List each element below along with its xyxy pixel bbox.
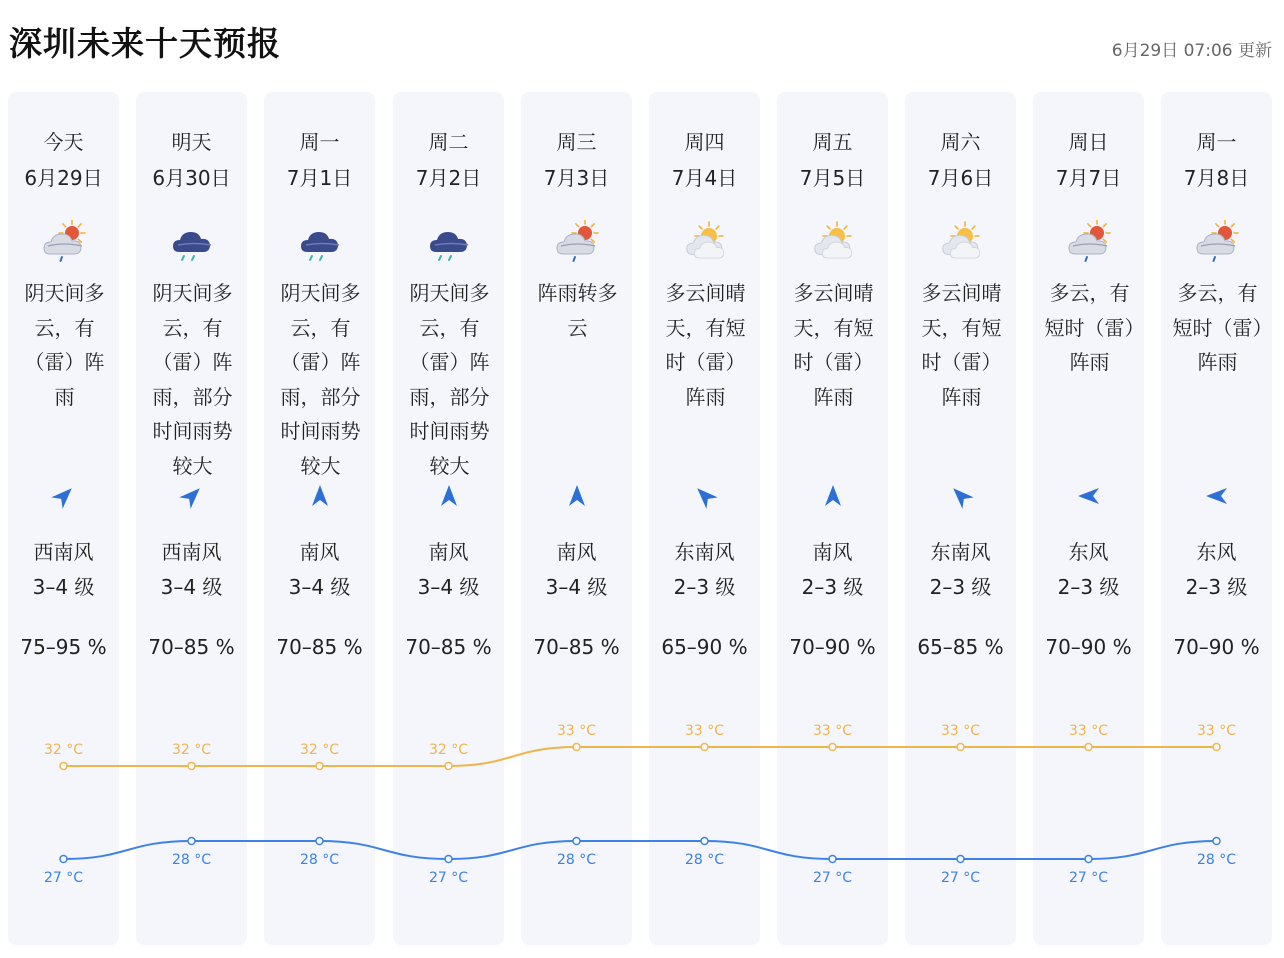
date-label: 7月6日 — [927, 166, 994, 190]
low-temp-point — [60, 856, 67, 863]
low-temp-label: 28 °C — [171, 852, 212, 868]
wind-level: 2–3 级 — [1057, 575, 1120, 599]
page-title: 深圳未来十天预报 — [9, 24, 281, 63]
wind-direction: 南风 — [556, 540, 597, 564]
high-temp-point — [701, 744, 708, 751]
weather-description: 多云，有短时（雷）阵雨 — [1044, 281, 1135, 374]
high-temp-point — [188, 763, 195, 770]
low-temp-label: 28 °C — [684, 852, 725, 868]
low-temp-point — [1213, 838, 1220, 845]
weather-description: 多云间晴天，有短时（雷）阵雨 — [665, 281, 746, 409]
high-temp-point — [1213, 744, 1220, 751]
date-label: 7月8日 — [1183, 166, 1250, 190]
low-temp-label: 27 °C — [812, 870, 853, 886]
high-temp-point — [445, 763, 452, 770]
low-temp-point — [829, 856, 836, 863]
high-temp-label: 33 °C — [940, 723, 981, 739]
low-temp-line — [64, 841, 1217, 859]
low-temp-label: 28 °C — [1196, 852, 1237, 868]
weekday-label: 周一 — [1196, 130, 1237, 154]
weather-description: 多云间晴天，有短时（雷）阵雨 — [793, 281, 874, 409]
weather-description: 阴天间多云，有（雷）阵雨，部分时间雨势较大 — [280, 281, 361, 478]
high-temp-point — [1085, 744, 1092, 751]
weather-description: 阴天间多云，有（雷）阵雨 — [24, 281, 105, 409]
high-temp-label: 33 °C — [1068, 723, 1109, 739]
date-label: 6月30日 — [152, 166, 231, 190]
wind-level: 3–4 级 — [160, 575, 223, 599]
weather-description: 多云，有短时（雷）阵雨 — [1172, 281, 1263, 374]
high-temp-label: 33 °C — [1196, 723, 1237, 739]
low-temp-label: 27 °C — [428, 870, 469, 886]
weekday-label: 周六 — [940, 130, 981, 154]
high-temp-label: 33 °C — [556, 723, 597, 739]
weekday-label: 今天 — [43, 130, 84, 154]
date-label: 7月2日 — [415, 166, 482, 190]
date-label: 6月29日 — [24, 166, 103, 190]
wind-direction: 东南风 — [674, 540, 735, 564]
weekday-label: 明天 — [171, 130, 212, 154]
weekday-label: 周二 — [428, 130, 469, 154]
low-temp-point — [573, 838, 580, 845]
low-temp-label: 27 °C — [940, 870, 981, 886]
wind-direction: 南风 — [299, 540, 340, 564]
wind-direction: 东南风 — [930, 540, 991, 564]
low-temp-point — [1085, 856, 1092, 863]
low-temp-point — [445, 856, 452, 863]
weekday-label: 周三 — [556, 130, 597, 154]
humidity: 65–85 % — [917, 635, 1004, 659]
update-time: 6月29日 07:06 更新 — [1111, 41, 1272, 61]
high-temp-label: 32 °C — [43, 742, 84, 758]
weather-description: 阵雨转多云 — [537, 281, 618, 340]
humidity: 70–90 % — [1045, 635, 1132, 659]
wind-direction: 南风 — [428, 540, 469, 564]
high-temp-point — [573, 744, 580, 751]
low-temp-point — [957, 856, 964, 863]
high-temp-point — [829, 744, 836, 751]
weekday-label: 周一 — [299, 130, 340, 154]
wind-level: 2–3 级 — [929, 575, 992, 599]
wind-direction: 西南风 — [33, 540, 94, 564]
humidity: 65–90 % — [661, 635, 748, 659]
wind-direction: 东风 — [1196, 540, 1237, 564]
weekday-label: 周日 — [1068, 130, 1109, 154]
low-temp-point — [316, 838, 323, 845]
wind-level: 2–3 级 — [1185, 575, 1248, 599]
date-label: 7月4日 — [671, 166, 738, 190]
wind-level: 3–4 级 — [32, 575, 95, 599]
high-temp-point — [957, 744, 964, 751]
wind-level: 2–3 级 — [801, 575, 864, 599]
humidity: 70–85 % — [148, 635, 235, 659]
wind-level: 3–4 级 — [417, 575, 480, 599]
wind-level: 2–3 级 — [673, 575, 736, 599]
humidity: 70–85 % — [405, 635, 492, 659]
wind-direction: 南风 — [812, 540, 853, 564]
date-label: 7月3日 — [543, 166, 610, 190]
low-temp-label: 28 °C — [556, 852, 597, 868]
high-temp-label: 33 °C — [684, 723, 725, 739]
high-temp-label: 32 °C — [428, 742, 469, 758]
date-label: 7月7日 — [1055, 166, 1122, 190]
humidity: 70–85 % — [533, 635, 620, 659]
low-temp-label: 27 °C — [1068, 870, 1109, 886]
weather-description: 阴天间多云，有（雷）阵雨，部分时间雨势较大 — [409, 281, 490, 478]
low-temp-label: 27 °C — [43, 870, 84, 886]
high-temp-label: 33 °C — [812, 723, 853, 739]
wind-direction: 东风 — [1068, 540, 1109, 564]
high-temp-line — [64, 747, 1217, 766]
weekday-label: 周四 — [684, 130, 725, 154]
low-temp-point — [701, 838, 708, 845]
high-temp-point — [316, 763, 323, 770]
high-temp-point — [60, 763, 67, 770]
weekday-label: 周五 — [812, 130, 853, 154]
humidity: 75–95 % — [20, 635, 107, 659]
humidity: 70–85 % — [276, 635, 363, 659]
humidity: 70–90 % — [1173, 635, 1260, 659]
low-temp-point — [188, 838, 195, 845]
wind-level: 3–4 级 — [288, 575, 351, 599]
weather-description: 阴天间多云，有（雷）阵雨，部分时间雨势较大 — [152, 281, 233, 478]
date-label: 7月1日 — [286, 166, 353, 190]
humidity: 70–90 % — [789, 635, 876, 659]
weather-description: 多云间晴天，有短时（雷）阵雨 — [921, 281, 1002, 409]
high-temp-label: 32 °C — [299, 742, 340, 758]
high-temp-label: 32 °C — [171, 742, 212, 758]
low-temp-label: 28 °C — [299, 852, 340, 868]
wind-direction: 西南风 — [161, 540, 222, 564]
date-label: 7月5日 — [799, 166, 866, 190]
wind-level: 3–4 级 — [545, 575, 608, 599]
